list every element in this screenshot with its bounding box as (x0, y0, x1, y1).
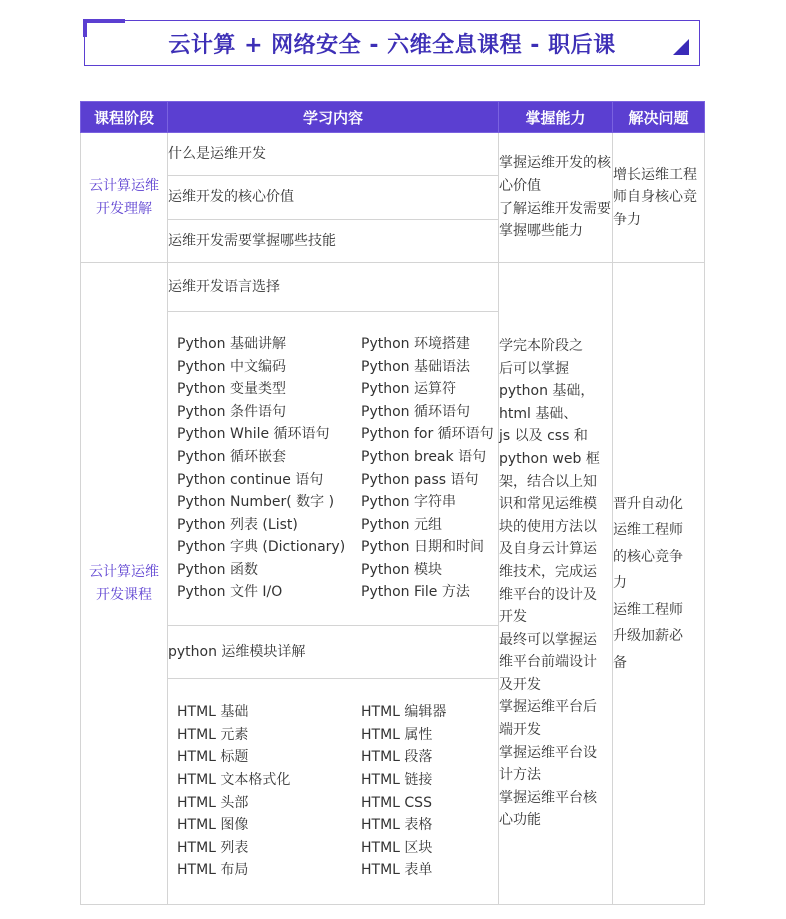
table-row (81, 263, 705, 312)
python-topic: Python Number( 数字 ) (177, 494, 335, 511)
problem-line: 力 (613, 575, 627, 592)
problem-line: 运维工程师 (613, 522, 683, 539)
problem-cell (613, 263, 705, 905)
html-topics-cell (168, 679, 499, 905)
python-topic: Python 基础讲解 (177, 335, 286, 352)
html-topic: HTML 文本格式化 (177, 771, 291, 788)
ability-line: html 基础、 (499, 405, 578, 422)
python-right-column (361, 333, 545, 604)
ability-line: 学完本阶段之 (499, 337, 583, 354)
html-topic: HTML 头部 (177, 794, 249, 811)
python-topic: Python 环境搭建 (361, 335, 470, 352)
problem-line: 晋升自动化 (613, 495, 683, 512)
python-topic: Python for 循环语句 (361, 426, 494, 443)
python-topic: Python 变量类型 (177, 381, 286, 398)
ability-line: 端开发 (499, 722, 541, 739)
html-topic: HTML 属性 (361, 726, 433, 743)
python-topic: Python 循环嵌套 (177, 448, 286, 465)
header-problem: 解决问题 (613, 102, 705, 133)
content-cell: 什么是运维开发 (168, 133, 499, 176)
python-topic: Python 中文编码 (177, 358, 286, 375)
header-stage: 课程阶段 (81, 102, 168, 133)
html-topic: HTML 标题 (177, 749, 249, 766)
python-topics-cell (168, 312, 499, 626)
python-topic: Python File 方法 (361, 584, 470, 601)
python-topic: Python 列表 (List) (177, 516, 298, 533)
ability-line: 最终可以掌握运 (499, 631, 597, 648)
python-topic: Python break 语句 (361, 448, 487, 465)
python-topic: Python 模块 (361, 561, 442, 578)
ability-line: 掌握运维平台核 (499, 789, 597, 806)
python-topic: Python 字典 (Dictionary) (177, 539, 346, 556)
html-topic: HTML 布局 (177, 862, 249, 879)
problem-line: 升级加薪必 (613, 628, 683, 645)
page-title: 云计算 + 网络安全 - 六维全息课程 - 职后课 (168, 32, 616, 58)
python-topic: Python 文件 I/O (177, 584, 283, 601)
ability-text: 掌握运维开发的核心价值 了解运维开发需要掌握哪些能力 (499, 155, 611, 240)
problem-cell (613, 133, 705, 263)
content-cell: 运维开发的核心价值 (168, 176, 499, 220)
problem-list (613, 491, 704, 677)
content-cell: 运维开发需要掌握哪些技能 (168, 220, 499, 263)
ability-line: 掌握运维平台设 (499, 744, 597, 761)
html-topic: HTML 表格 (361, 817, 433, 834)
ability-line: python 基础， (499, 383, 595, 400)
content-cell: 运维开发语言选择 (168, 263, 499, 312)
html-topic: HTML 表单 (361, 862, 433, 879)
stage-cell (81, 133, 168, 263)
content-cell: python 运维模块详解 (168, 626, 499, 679)
python-topic: Python 函数 (177, 561, 258, 578)
html-topic: HTML 编辑器 (361, 704, 447, 721)
python-topic: Python 运算符 (361, 381, 456, 398)
html-right-column (361, 701, 545, 882)
table-row (81, 133, 705, 176)
html-topic: HTML 基础 (177, 704, 249, 721)
html-topic: HTML CSS (361, 794, 432, 811)
html-topic: HTML 元素 (177, 726, 249, 743)
header-content: 学习内容 (168, 102, 499, 133)
header-ability: 掌握能力 (499, 102, 613, 133)
python-topic: Python continue 语句 (177, 471, 324, 488)
stage-label: 云计算运维开发理解 (89, 177, 159, 217)
ability-line: 维平台前端设计 (499, 654, 597, 671)
python-topic: Python 元组 (361, 516, 442, 533)
python-topic: Python 条件语句 (177, 403, 286, 420)
triangle-corner-icon (673, 39, 689, 55)
python-topic: Python 基础语法 (361, 358, 470, 375)
html-topic: HTML 段落 (361, 749, 433, 766)
html-topic: HTML 图像 (177, 817, 249, 834)
ability-line: 架，结合以上知 (499, 473, 597, 490)
html-left-column (177, 701, 361, 882)
problem-line: 的核心竞争 (613, 548, 683, 565)
python-topic: Python pass 语句 (361, 471, 479, 488)
ability-line: 维技术，完成运 (499, 563, 597, 580)
python-topic: Python 字符串 (361, 494, 456, 511)
problem-line: 备 (613, 654, 627, 671)
stage-cell (81, 263, 168, 905)
python-left-column (177, 333, 361, 604)
ability-line: python web 框 (499, 450, 600, 467)
ability-line: js 以及 css 和 (499, 428, 588, 445)
problem-text: 增长运维工程师自身核心竞争力 (613, 166, 697, 228)
ability-line: 心功能 (499, 812, 541, 829)
ability-line: 开发 (499, 609, 527, 626)
python-topic: Python While 循环语句 (177, 426, 330, 443)
html-topic: HTML 区块 (361, 839, 433, 856)
ability-line: 计方法 (499, 767, 541, 784)
ability-line: 维平台的设计及 (499, 586, 597, 603)
ability-line: 及自身云计算运 (499, 541, 597, 558)
course-table (80, 101, 705, 905)
python-topic: Python 日期和时间 (361, 539, 484, 556)
html-topic: HTML 链接 (361, 771, 433, 788)
ability-cell (499, 133, 613, 263)
problem-line: 运维工程师 (613, 601, 683, 618)
html-topic: HTML 列表 (177, 839, 249, 856)
stage-label: 云计算运维开发课程 (89, 563, 159, 603)
python-topic: Python 循环语句 (361, 403, 470, 420)
ability-line: 识和常见运维模 (499, 496, 597, 513)
table-header-row (81, 102, 705, 133)
ability-line: 掌握运维平台后 (499, 699, 597, 716)
title-banner (84, 20, 700, 66)
ability-line: 及开发 (499, 676, 541, 693)
ability-line: 块的使用方法以 (499, 518, 597, 535)
ability-line: 后可以掌握 (499, 360, 569, 377)
